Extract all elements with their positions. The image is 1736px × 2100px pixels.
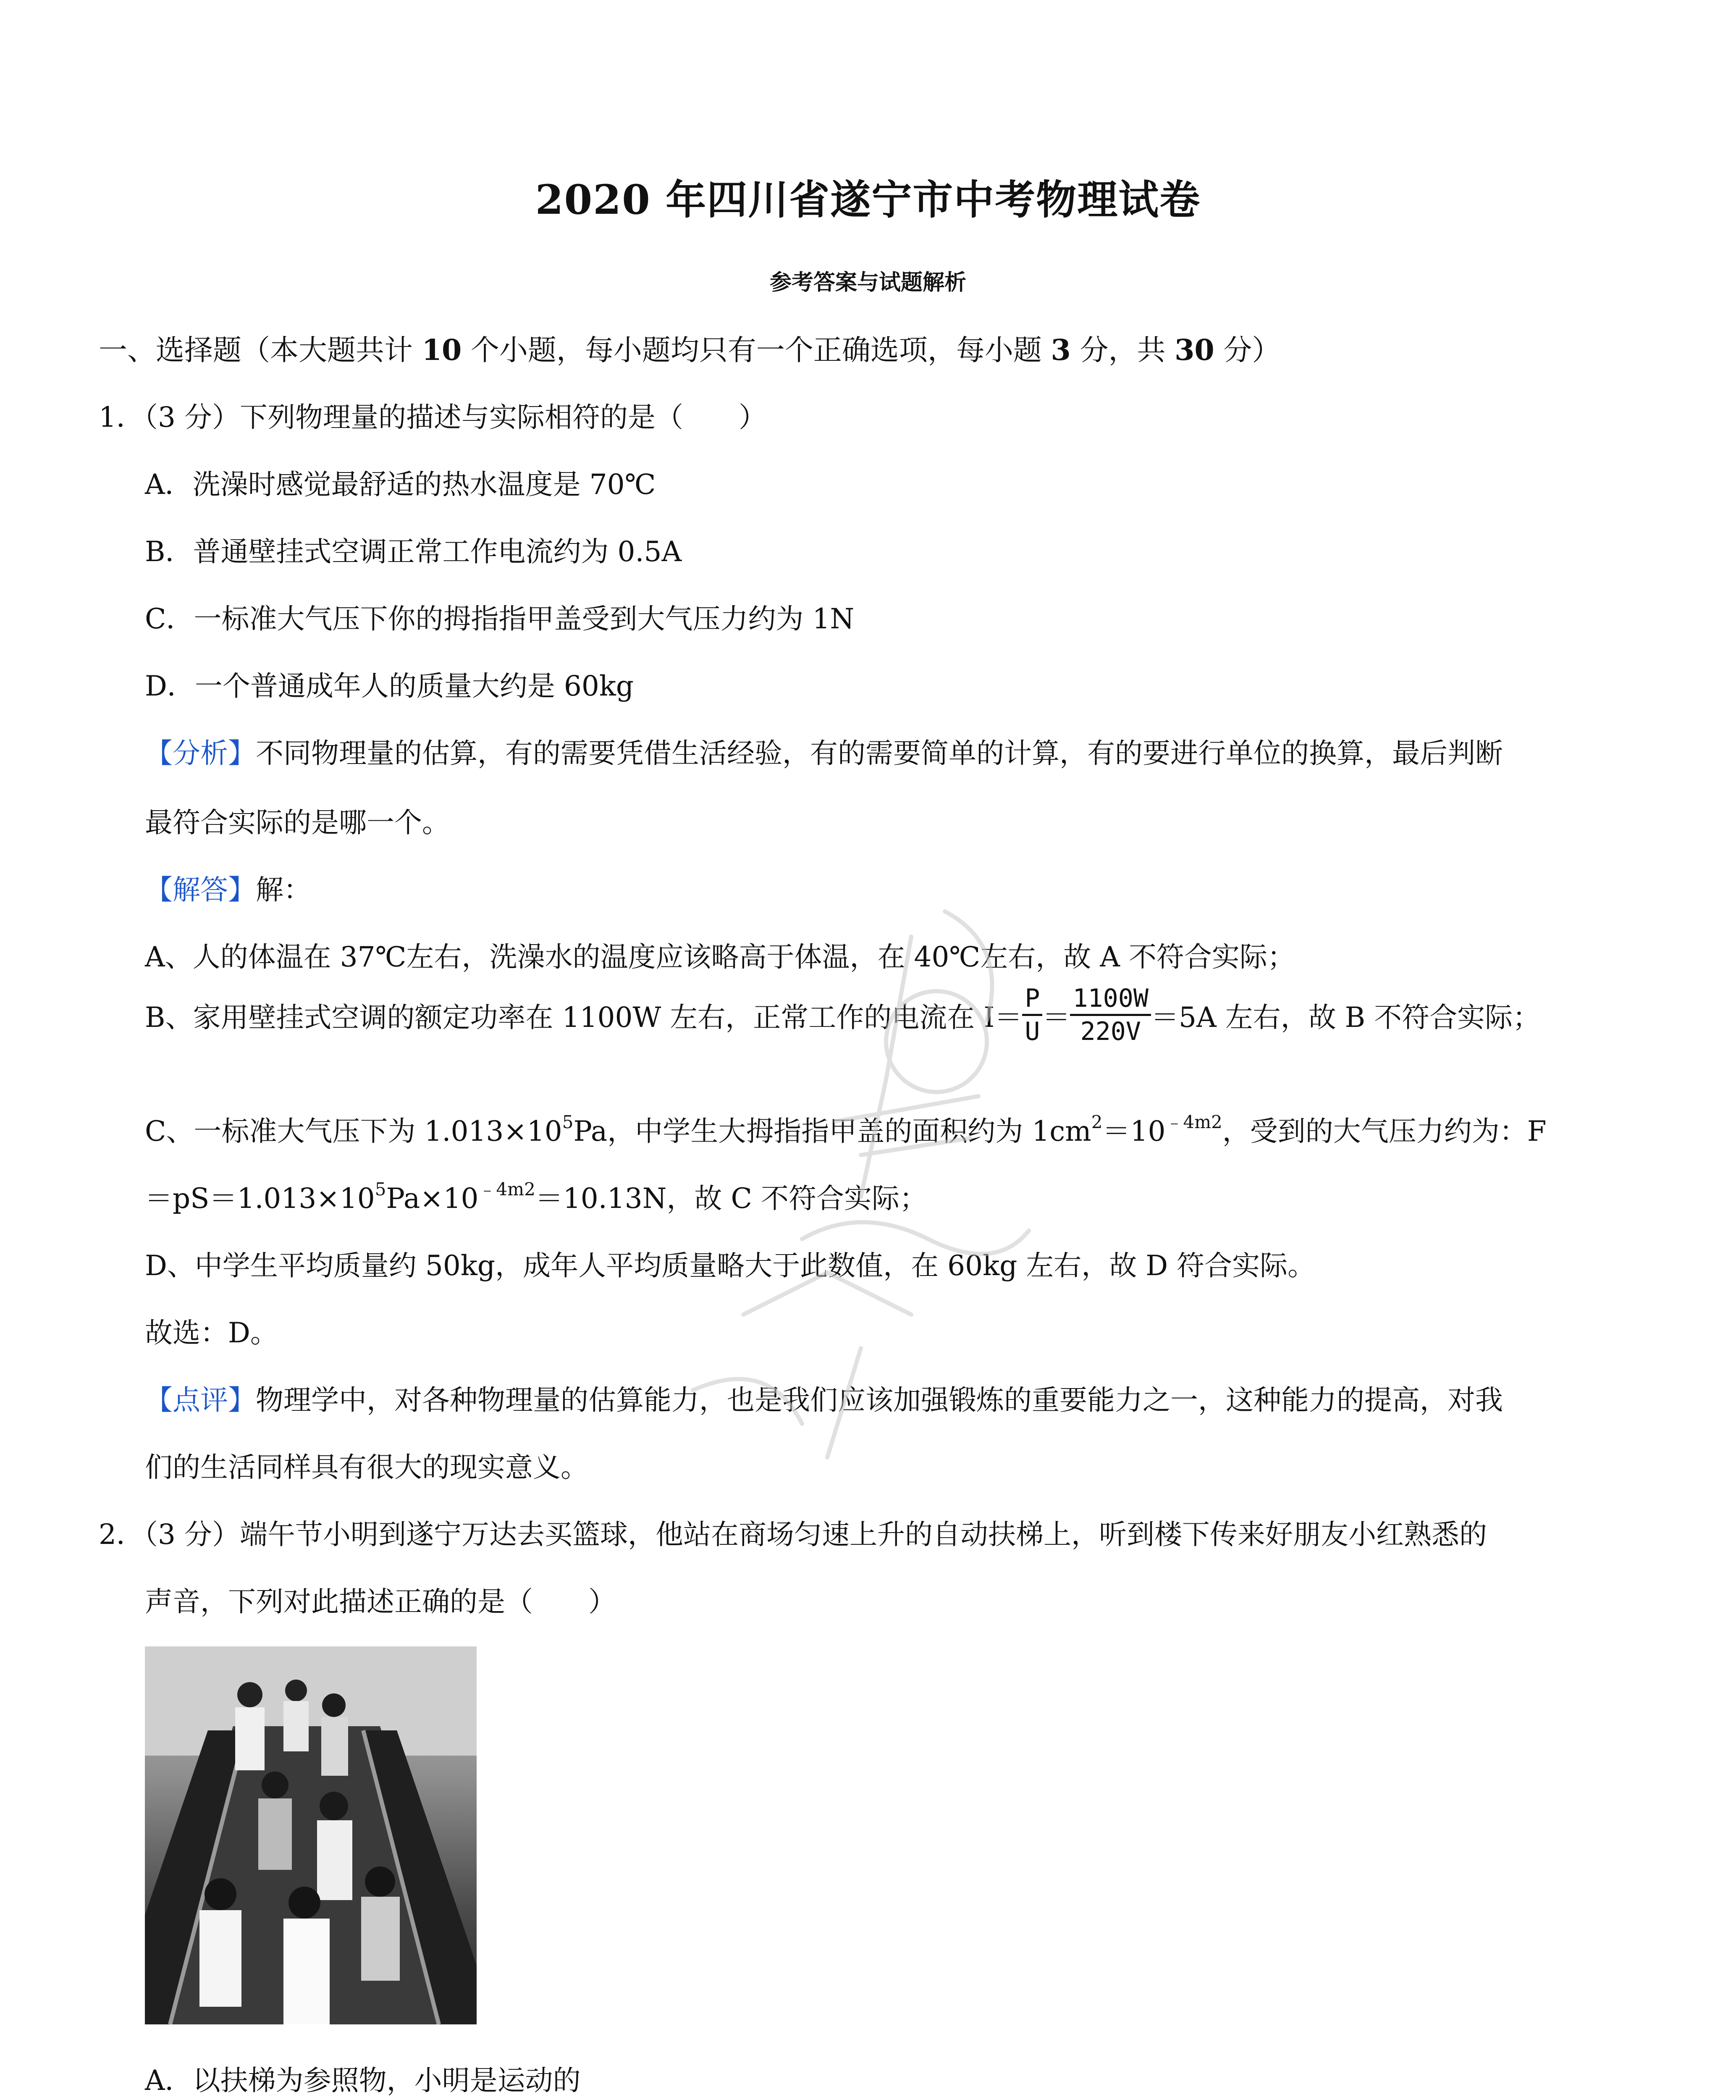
q1-stem: 1．（3 分）下列物理量的描述与实际相符的是（ ） bbox=[99, 401, 766, 433]
solution-c2-b: Pa×10 bbox=[386, 1182, 479, 1215]
answer-intro: 解： bbox=[256, 874, 311, 906]
fraction-numerator: P bbox=[1022, 983, 1042, 1016]
q1-option-b: B．普通壁挂式空调正常工作电流约为 0.5A bbox=[145, 536, 682, 568]
superscript: 5 bbox=[375, 1179, 386, 1200]
section-points-total: 30 bbox=[1175, 333, 1214, 367]
solution-c1-d: ，受到的大气压力约为：F bbox=[1222, 1115, 1547, 1147]
escalator-photo bbox=[145, 1646, 477, 2024]
superscript: ﹣4m2 bbox=[1165, 1112, 1222, 1132]
q1-solution-c-line1 bbox=[145, 1109, 1547, 1149]
q1-solution-a: A、人的体温在 37℃左右，洗澡水的温度应该略高于体温，在 40℃左右，故 A 不符合实际； bbox=[145, 941, 1295, 973]
q1-solution-d: D、中学生平均质量约 50kg，成年人平均质量略大于此数值，在 60kg 左右，故 D 符合实际。 bbox=[145, 1250, 1316, 1282]
answer-tag: 【解答】 bbox=[145, 874, 256, 906]
q1-comment bbox=[145, 1378, 1503, 1418]
page-subtitle: 参考答案与试题解析 bbox=[769, 270, 966, 295]
section-heading-suffix: 分） bbox=[1214, 334, 1281, 367]
section-question-count: 10 bbox=[422, 333, 462, 367]
analysis-line1: 不同物理量的估算，有的需要凭借生活经验，有的需要简单的计算，有的要进行单位的换算，最后判断 bbox=[256, 737, 1503, 769]
q1-option-d: D．一个普通成年人的质量大约是 60kg bbox=[145, 670, 634, 702]
superscript: 2 bbox=[1091, 1112, 1103, 1132]
q1-choice: 故选：D。 bbox=[145, 1317, 278, 1349]
q1-option-c: C．一标准大气压下你的拇指指甲盖受到大气压力约为 1N bbox=[145, 603, 855, 635]
section-points-each: 3 bbox=[1051, 333, 1071, 367]
solution-b-post: ＝5A 左右，故 B 不符合实际； bbox=[1151, 1001, 1541, 1034]
analysis-tag: 【分析】 bbox=[145, 737, 256, 769]
comment-line1: 物理学中，对各种物理量的估算能力，也是我们应该加强锻炼的重要能力之一，这种能力的提高，对我 bbox=[256, 1384, 1503, 1416]
q2-stem-line2: 声音，下列对此描述正确的是（ ） bbox=[145, 1586, 616, 1618]
q1-answer bbox=[145, 867, 311, 907]
fraction-1100w-over-220v bbox=[1070, 983, 1151, 1047]
solution-c2-c: ＝10.13N，故 C 不符合实际； bbox=[535, 1182, 927, 1215]
q1-analysis-line2: 最符合实际的是哪一个。 bbox=[145, 806, 450, 839]
q1-analysis bbox=[145, 731, 1503, 771]
q1-solution-b bbox=[145, 983, 1540, 1047]
fraction-numerator: 1100W bbox=[1070, 983, 1151, 1016]
section-heading-prefix: 一、选择题（本大题共计 bbox=[99, 334, 422, 367]
equals-sign: ＝ bbox=[1042, 1001, 1070, 1034]
q1-option-a: A．洗澡时感觉最舒适的热水温度是 70℃ bbox=[145, 468, 656, 501]
section-heading-mid2: 分，共 bbox=[1070, 334, 1175, 367]
fraction-denominator: U bbox=[1025, 1017, 1040, 1046]
section-heading-mid1: 个小题，每小题均只有一个正确选项，每小题 bbox=[462, 334, 1051, 367]
escalator-photo-graphic bbox=[145, 1646, 477, 2024]
q2-stem-line1: 2．（3 分）端午节小明到遂宁万达去买篮球，他站在商场匀速上升的自动扶梯上，听到楼下传来好朋友小红熟悉的 bbox=[99, 1518, 1487, 1551]
fraction-denominator: 220V bbox=[1080, 1017, 1141, 1046]
solution-c1-c: ＝10 bbox=[1102, 1115, 1166, 1147]
solution-c1-a: C、一标准大气压下为 1.013×10 bbox=[145, 1115, 562, 1147]
solution-c2-a: ＝pS＝1.013×10 bbox=[145, 1182, 375, 1215]
q1-comment-line2: 们的生活同样具有很大的现实意义。 bbox=[145, 1451, 588, 1483]
solution-b-pre: B、家用壁挂式空调的额定功率在 1100W 左右，正常工作的电流在 I＝ bbox=[145, 1001, 1023, 1034]
section-heading bbox=[99, 328, 1280, 368]
page-title: 2020 年四川省遂宁市中考物理试卷 bbox=[535, 176, 1201, 223]
comment-tag: 【点评】 bbox=[145, 1384, 256, 1416]
superscript: 5 bbox=[562, 1112, 574, 1132]
superscript: ﹣4m2 bbox=[478, 1179, 535, 1200]
fraction-p-over-u bbox=[1022, 983, 1042, 1047]
solution-c1-b: Pa，中学生大拇指指甲盖的面积约为 1cm bbox=[573, 1115, 1091, 1147]
q2-option-a: A．以扶梯为参照物，小明是运动的 bbox=[145, 2064, 581, 2097]
q1-solution-c-line2 bbox=[145, 1176, 927, 1216]
